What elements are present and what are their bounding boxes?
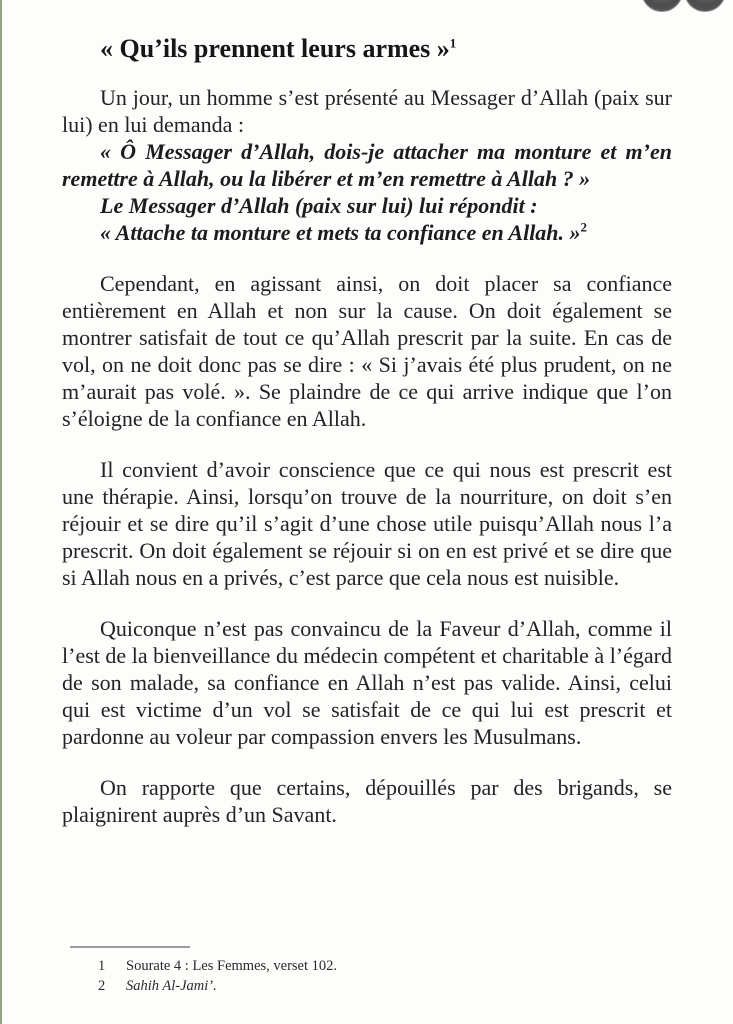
footnote-item-1 (70, 956, 630, 976)
footnote-divider (70, 946, 190, 948)
page-content (62, 34, 672, 828)
footnote-ref-1: 1 (449, 35, 457, 51)
footnote-text: Sahih Al-Jami’. (126, 978, 217, 994)
overlay-circle-button-right[interactable] (684, 0, 726, 12)
footnote-text: Sourate 4 : Les Femmes, verset 102. (126, 958, 338, 974)
chapter-title (62, 34, 672, 64)
paragraph-intro: Un jour, un homme s’est présenté au Messager d’Allah (paix sur lui) en lui demanda : (62, 85, 672, 137)
paragraph-1: Cependant, en agissant ainsi, on doit placer sa confiance entièrement en Allah et non sur la cause. On doit également se montrer satisfait de tout ce qu’Allah prescrit par la suite. En cas de vol, on ne doit donc pas se dire : « Si j’avais été plus prudent, on ne m’aurait pas volé. ». Se plaindre de ce qui arrive indique que l’on s’éloigne de la confiance en Allah. (62, 271, 672, 431)
overlay-circle-button-left[interactable] (641, 0, 683, 12)
quote-line-1-text: « Ô Messager d’Allah, dois-je attacher ma monture et m’en remettre à Allah, ou la libérer et m’en remettre à Allah ? » (62, 139, 672, 191)
quote-line-2-text: Le Messager d’Allah (paix sur lui) lui répondit : (100, 193, 538, 218)
paragraph-2: Il convient d’avoir conscience que ce qui nous est prescrit est une thérapie. Ainsi, lorsqu’on trouve de la nourriture, on doit s’en réjouir et se dire qu’il s’agit d’une chose utile puisqu’Allah nous l’a prescrit. On doit également se réjouir si on en est privé et se dire que si Allah nous en a privés, c’est parce que cela nous est nuisible. (62, 457, 672, 590)
quote-line-2 (62, 192, 672, 219)
quote-line-1 (62, 138, 672, 192)
footnotes-section (70, 946, 630, 996)
paragraph-3: Quiconque n’est pas convaincu de la Faveur d’Allah, comme il l’est de la bienveillance du médecin compétent et charitable à l’égard de son malade, sa confiance en Allah n’est pas valide. Ainsi, celui qui est victime d’un vol se satisfait de ce qui lui est prescrit et pardonne au voleur par compassion envers les Musulmans. (62, 616, 672, 749)
paragraph-4: On rapporte que certains, dépouillés par des brigands, se plaignirent auprès d’un Savant. (62, 775, 672, 827)
footnote-number: 2 (98, 978, 106, 994)
chapter-title-text: « Qu’ils prennent leurs armes » (100, 34, 450, 63)
quote-line-3-text: « Attache ta monture et mets ta confiance en Allah. » (100, 220, 581, 245)
page-edge (0, 0, 2, 1024)
footnote-item-2 (70, 976, 630, 996)
quote-line-3 (62, 219, 672, 246)
footnote-ref-2: 2 (580, 219, 588, 235)
footnote-number: 1 (98, 958, 106, 974)
